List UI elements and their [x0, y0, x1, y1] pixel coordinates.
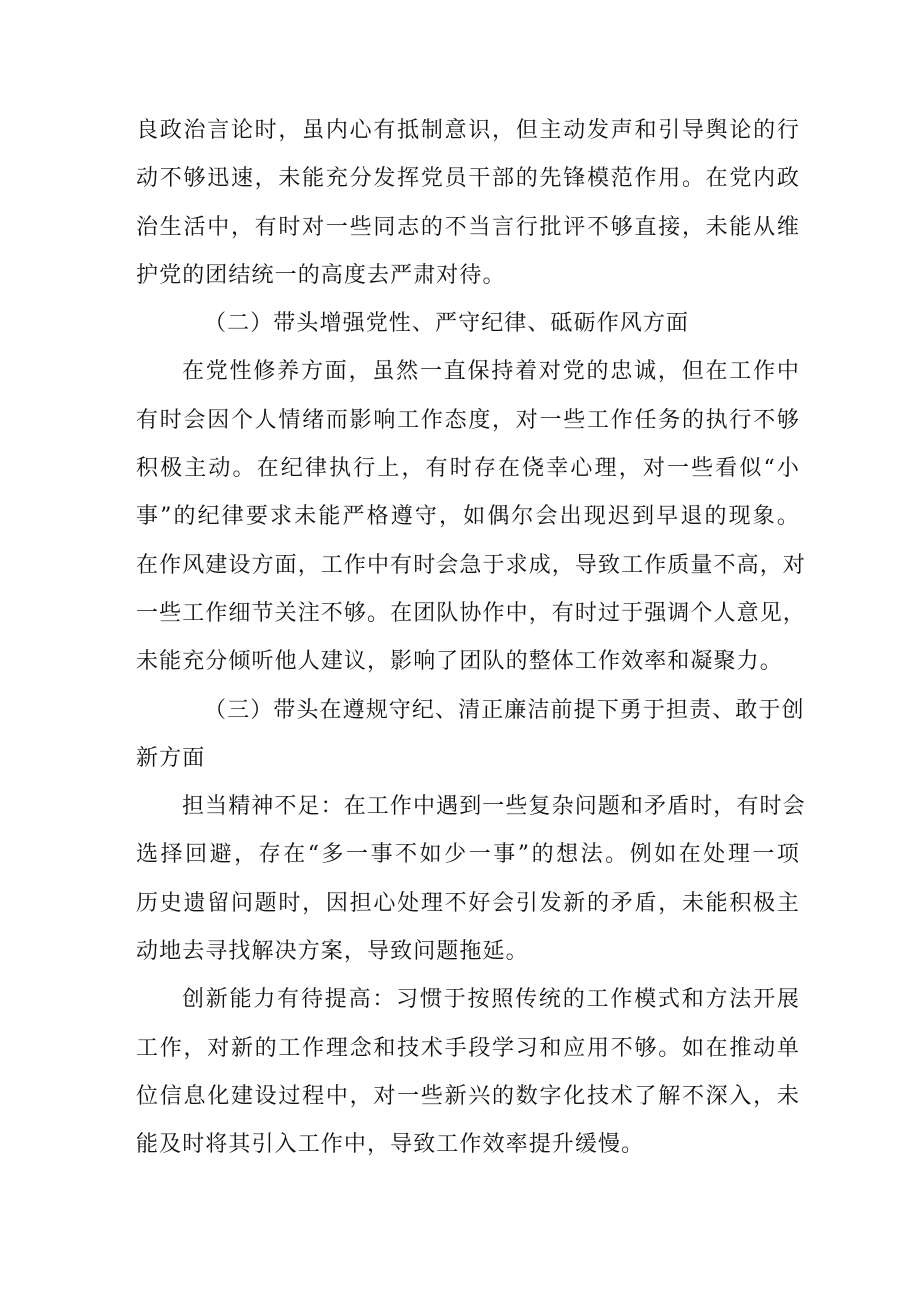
paragraph-line: 良政治言论时，虽内心有抵制意识，但主动发声和引导舆论的行	[136, 118, 800, 143]
section-heading-3-continued: 新方面	[136, 745, 206, 771]
paragraph-line: 一些工作细节关注不够。在团队协作中，有时过于强调个人意见，	[136, 600, 806, 626]
section-heading-3: （三）带头在遵规守纪、清正廉洁前提下勇于担责、敢于创	[204, 697, 805, 723]
paragraph-line: 选择回避，存在“多一事不如少一事”的想法。例如在处理一项	[136, 842, 800, 868]
paragraph-line: 能及时将其引入工作中，导致工作效率提升缓慢。	[136, 1132, 645, 1158]
paragraph-line: 在党性修养方面，虽然一直保持着对党的忠诚，但在工作中	[182, 359, 800, 385]
paragraph-line: 治生活中，有时对一些同志的不当言行批评不够直接，未能从维	[136, 214, 800, 240]
paragraph-line: 在作风建设方面，工作中有时会急于求成，导致工作质量不高，对	[136, 552, 806, 578]
paragraph-line: 位信息化建设过程中，对一些新兴的数字化技术了解不深入，未	[136, 1083, 800, 1109]
paragraph-line: 护党的团结统一的高度去严肃对待。	[136, 262, 506, 288]
paragraph-line: 动地去寻找解决方案，导致问题拖延。	[136, 939, 529, 965]
paragraph-line: 未能充分倾听他人建议，影响了团队的整体工作效率和凝聚力。	[136, 649, 783, 675]
paragraph-line: 事”的纪律要求未能严格遵守，如偶尔会出现迟到早退的现象。	[136, 504, 800, 530]
section-heading-2: （二）带头增强党性、严守纪律、砥砺作风方面	[204, 311, 690, 337]
paragraph-line: 积极主动。在纪律执行上，有时存在侥幸心理，对一些看似“小	[136, 456, 800, 482]
paragraph-line: 历史遗留问题时，因担心处理不好会引发新的矛盾，未能积极主	[136, 890, 800, 916]
paragraph-line: 动不够迅速，未能充分发挥党员干部的先锋模范作用。在党内政	[136, 166, 800, 192]
paragraph-line: 担当精神不足：在工作中遇到一些复杂问题和矛盾时，有时会	[182, 794, 806, 820]
paragraph-line: 有时会因个人情绪而影响工作态度，对一些工作任务的执行不够	[136, 407, 800, 433]
paragraph-line: 工作，对新的工作理念和技术手段学习和应用不够。如在推动单	[136, 1035, 800, 1061]
paragraph-line: 创新能力有待提高：习惯于按照传统的工作模式和方法开展	[182, 987, 800, 1013]
